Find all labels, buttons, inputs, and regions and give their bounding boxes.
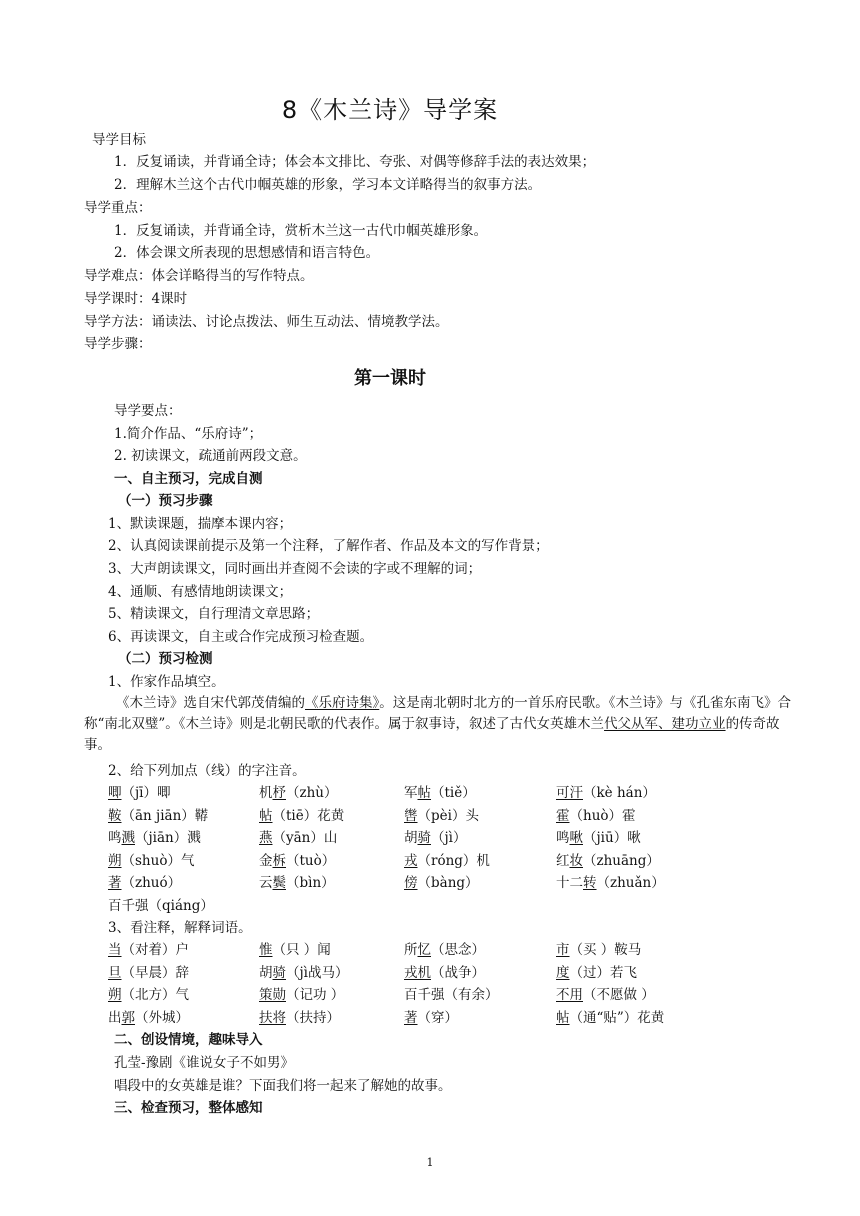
prep-step-1: 1、默读课题，揣摩本课内容； xyxy=(108,516,293,532)
pinyin-item: 胡骑（jì） xyxy=(404,830,467,847)
pinyin-item: 鞍（ān jiān）鞯 xyxy=(108,807,209,824)
vocab-item: 帖（通“贴”）花黄 xyxy=(556,1009,665,1026)
pinyin-underlined-char: 著 xyxy=(108,875,122,892)
vocab-item: 不用（不愿做 ） xyxy=(556,987,655,1004)
pinyin-item: 戎（róng）机 xyxy=(404,852,490,869)
pinyin-underlined-char: 可汗 xyxy=(556,785,583,801)
pinyin-underlined-char: 戎 xyxy=(404,852,418,869)
pinyin-underlined-char: 妆 xyxy=(569,852,583,869)
vocab-item: 度（过）若飞 xyxy=(556,964,637,981)
vocab-underlined-char: 扶将 xyxy=(259,1009,286,1026)
vocab-underlined-char: 郭 xyxy=(121,1009,135,1026)
vocab-item: 戎机（战争） xyxy=(404,964,485,981)
question-3: 3、看注释，解释词语。 xyxy=(108,920,252,936)
pinyin-item: 燕（yān）山 xyxy=(259,830,338,847)
document-title: 8《木兰诗》导学案 xyxy=(281,96,499,124)
essentials-heading: 导学要点： xyxy=(114,403,182,419)
vocab-item: 扶将（扶持） xyxy=(259,1009,340,1026)
pinyin-underlined-char: 转 xyxy=(583,875,597,892)
pinyin-underlined-char: 燕 xyxy=(259,830,273,847)
pinyin-underlined-char: 霍 xyxy=(556,807,570,824)
vocab-item: 惟（只 ）闻 xyxy=(259,942,331,958)
pinyin-underlined-char: 帖 xyxy=(259,807,273,824)
pinyin-underlined-char: 柝 xyxy=(272,852,286,869)
pinyin-item: 鸣溅（jiān）溅 xyxy=(108,830,201,847)
section-2-heading: 二、创设情境，趣味导入 xyxy=(114,1032,263,1048)
vocab-underlined-char: 度 xyxy=(556,964,570,981)
pinyin-item: 霍（huò）霍 xyxy=(556,807,636,824)
pinyin-item: 机杼（zhù） xyxy=(259,785,338,801)
vocab-item: 策勋（记功 ） xyxy=(259,987,345,1004)
page-number: 1 xyxy=(426,1156,434,1169)
prep-step-2: 2、认真阅读课前提示及第一个注释，了解作者、作品及本文的写作背景； xyxy=(108,538,549,554)
pinyin-underlined-char: 鞍 xyxy=(108,807,122,824)
pinyin-underlined-char: 骑 xyxy=(417,830,431,847)
essential-2: 2. 初读课文，疏通前两段文意。 xyxy=(114,448,307,464)
pinyin-underlined-char: 辔 xyxy=(404,807,418,824)
pinyin-underlined-char: 鬓 xyxy=(272,875,286,892)
section-1a-heading: （一）预习步骤 xyxy=(118,493,213,509)
pinyin-item: 十二转（zhuǎn） xyxy=(556,875,665,892)
vocab-item: 所忆（思念） xyxy=(404,942,485,958)
section-3-heading: 三、检查预习，整体感知 xyxy=(114,1100,263,1116)
section-2-line-1: 孔莹-豫剧《谁说女子不如男》 xyxy=(114,1055,295,1071)
pinyin-item: 著（zhuó） xyxy=(108,875,182,892)
pinyin-underlined-char: 啾 xyxy=(569,830,583,847)
pinyin-underlined-char: 杼 xyxy=(272,785,286,801)
vocab-underlined-char: 帖 xyxy=(556,1009,570,1026)
vocab-item: 市（买 ）鞍马 xyxy=(556,942,642,958)
vocab-underlined-char: 著 xyxy=(404,1009,418,1026)
pinyin-item: 可汗（kè hán） xyxy=(556,785,656,801)
vocab-underlined-char: 不用 xyxy=(556,987,583,1004)
pinyin-item: 鸣啾（jiū）啾 xyxy=(556,830,641,847)
vocab-item: 朔（北方）气 xyxy=(108,987,189,1004)
question-2: 2、给下列加点（线）的字注音。 xyxy=(108,763,306,779)
vocab-item: 出郭（外城） xyxy=(108,1009,189,1026)
prep-step-6: 6、再读课文，自主或合作完成预习检查题。 xyxy=(108,629,374,645)
vocab-underlined-char: 旦 xyxy=(108,964,122,981)
vocab-underlined-char: 市 xyxy=(556,942,570,958)
pinyin-item: 傍（bàng） xyxy=(404,875,479,892)
essential-1: 1.简介作品、“乐府诗”； xyxy=(114,426,263,442)
section-2-line-2: 唱段中的女英雄是谁？下面我们将一起来了解她的故事。 xyxy=(114,1078,452,1094)
pinyin-item: 帖（tiē）花黄 xyxy=(259,807,345,824)
pinyin-item: 辔（pèi）头 xyxy=(404,807,479,824)
prep-step-3: 3、大声朗读课文，同时画出并查阅不会读的字或不理解的词； xyxy=(108,561,482,577)
goals-heading: 导学目标 xyxy=(92,132,146,148)
vocab-underlined-char: 戎机 xyxy=(404,964,431,981)
pinyin-underlined-char: 帖 xyxy=(417,785,431,801)
vocab-underlined-char: 策勋 xyxy=(259,987,286,1004)
pinyin-item: 唧（jī）唧 xyxy=(108,785,171,801)
underlined-deeds: 代父从军、建功立业 xyxy=(604,716,726,732)
underlined-anthology: 《乐府诗集》 xyxy=(305,695,380,711)
pinyin-underlined-char: 唧 xyxy=(108,785,122,801)
pinyin-underlined-char: 朔 xyxy=(108,852,122,869)
vocab-underlined-char: 朔 xyxy=(108,987,122,1004)
vocab-item: 胡骑（jì战马） xyxy=(259,964,349,981)
vocab-item: 当（对着）户 xyxy=(108,942,189,958)
methods-line: 导学方法：诵读法、讨论点拨法、师生互动法、情境教学法。 xyxy=(84,314,449,330)
pinyin-underlined-char: 傍 xyxy=(404,875,418,892)
vocab-underlined-char: 忆 xyxy=(417,942,431,958)
vocab-underlined-char: 骑 xyxy=(272,964,286,981)
vocab-item: 著（穿） xyxy=(404,1009,458,1026)
goal-2: 2．理解木兰这个古代巾帼英雄的形象，学习本文详略得当的叙事方法。 xyxy=(114,177,542,193)
pinyin-item: 红妆（zhuāng） xyxy=(556,852,660,869)
section-1b-heading: （二）预习检测 xyxy=(118,651,213,667)
pinyin-item: 军帖（tiě） xyxy=(404,785,476,801)
difficulty-line: 导学难点：体会详略得当的写作特点。 xyxy=(84,268,314,284)
steps-heading: 导学步骤： xyxy=(84,336,152,352)
pinyin-item: 云鬓（bìn） xyxy=(259,875,335,892)
key-point-1: 1．反复诵读，并背诵全诗，赏析木兰这一古代巾帼英雄形象。 xyxy=(114,223,488,239)
goal-1: 1．反复诵读，并背诵全诗；体会本文排比、夸张、对偶等修辞手法的表达效果； xyxy=(114,154,596,170)
key-heading: 导学重点： xyxy=(84,200,152,216)
pinyin-item: 朔（shuò）气 xyxy=(108,852,195,869)
vocab-item: 百千强（有余） xyxy=(404,987,499,1004)
hours-line: 导学课时：4课时 xyxy=(84,291,188,307)
pinyin-item: 金柝（tuò） xyxy=(259,852,336,869)
key-point-2: 2．体会课文所表现的思想感情和语言特色。 xyxy=(114,245,380,261)
section-1-heading: 一、自主预习，完成自测 xyxy=(114,471,263,487)
lesson-title: 第一课时 xyxy=(354,368,426,389)
prep-step-4: 4、通顺、有感情地朗读课文； xyxy=(108,584,293,600)
question-1: 1、作家作品填空。 xyxy=(108,674,225,690)
vocab-item: 旦（早晨）辞 xyxy=(108,964,189,981)
pinyin-extra: 百千强（qiáng） xyxy=(108,898,214,914)
prep-step-5: 5、精读课文，自行理清文章思路； xyxy=(108,606,320,622)
vocab-underlined-char: 当 xyxy=(108,942,122,958)
pinyin-underlined-char: 溅 xyxy=(121,830,135,847)
question-1-paragraph: 《木兰诗》选自宋代郭茂倩编的《乐府诗集》。这是南北朝时北方的一首乐府民歌。《木兰诗》与《孔雀东南飞》合称“南北双璧”。《木兰诗》则是北朝民歌的代表作。属于叙事诗，叙述了古代女英雄木兰代父从军、建功立业的传奇故事。 xyxy=(84,695,791,753)
vocab-underlined-char: 惟 xyxy=(259,942,273,958)
